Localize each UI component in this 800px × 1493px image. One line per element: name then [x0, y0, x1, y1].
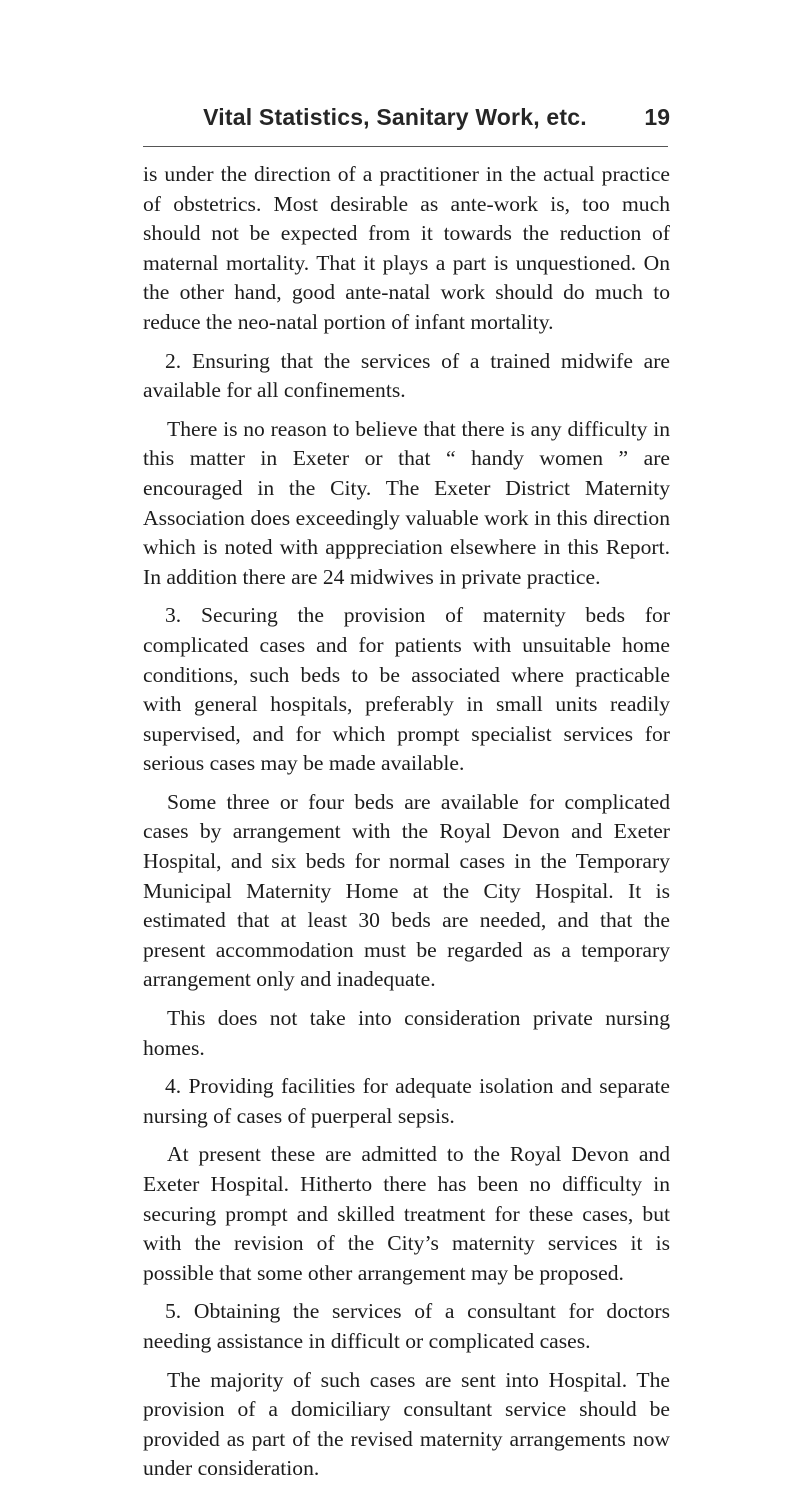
- page-number: 19: [644, 104, 670, 130]
- body-text: [143, 160, 670, 1493]
- paragraph-continuation: is under the direction of a practitioner in the actual practice of obstetrics. Most desirable as ante-work is, too much should not be expected from it towards the reduction of maternal mortality. That it plays a part is unquestioned. On the other hand, good ante-natal work should do much to reduce the neo-natal portion of infant mortality.: [143, 162, 670, 334]
- paragraph-item-5-heading: 5. Obtaining the services of a consultant for doctors needing assistance in difficult or complicated cases.: [143, 1299, 670, 1353]
- paragraph-item-2-heading: 2. Ensuring that the services of a trained midwife are available for all confinements.: [143, 348, 670, 403]
- running-head: [120, 104, 670, 138]
- running-title: Vital Statistics, Sanitary Work, etc.: [203, 104, 587, 130]
- paragraph-puerperal-sepsis: At present these are admitted to the Royal Devon and Exeter Hospital. Hitherto there has been no difficulty in securing prompt and skilled treatment for these cases, but with the revision of the City’s maternity services it is possible that some other arrangement may be proposed.: [143, 1142, 670, 1285]
- paragraph-maternity-beds: Some three or four beds are available for complicated cases by arrangement with the Royal Devon and Exeter Hospital, and six beds for normal cases in the Temporary Municipal Maternity Home at the City Hospital. It is estimated that at least 30 beds are needed, and that the present accommodation must be regarded as a temporary arrangement only and inadequate.: [143, 789, 670, 992]
- header-rule: [143, 146, 668, 147]
- paragraph-nursing-homes: This does not take into consideration private nursing homes.: [143, 1006, 670, 1060]
- paragraph-item-4-heading: 4. Providing facilities for adequate isolation and separate nursing of cases of puerperal sepsis.: [143, 1074, 670, 1128]
- paragraph-consultant-service: The majority of such cases are sent into Hospital. The provision of a domiciliary consultant service should be provided as part of the revised maternity arrangements now under consideration.: [143, 1367, 670, 1481]
- paragraph-item-3-heading: 3. Securing the provision of maternity beds for complicated cases and for patients with unsuitable home conditions, such beds to be associated where practicable with general hospitals, preferably in small units readily supervised, and for which prompt specialist services for serious cases may be made available.: [143, 603, 670, 776]
- paragraph-midwives: There is no reason to believe that there is any difficulty in this matter in Exeter or that “ handy women ” are encouraged in the City. The Exeter District Maternity Association does exceedingly valuable work in this direction which is noted with apppreciation elsewhere in this Report. In addition there are 24 midwives in private practice.: [143, 416, 670, 589]
